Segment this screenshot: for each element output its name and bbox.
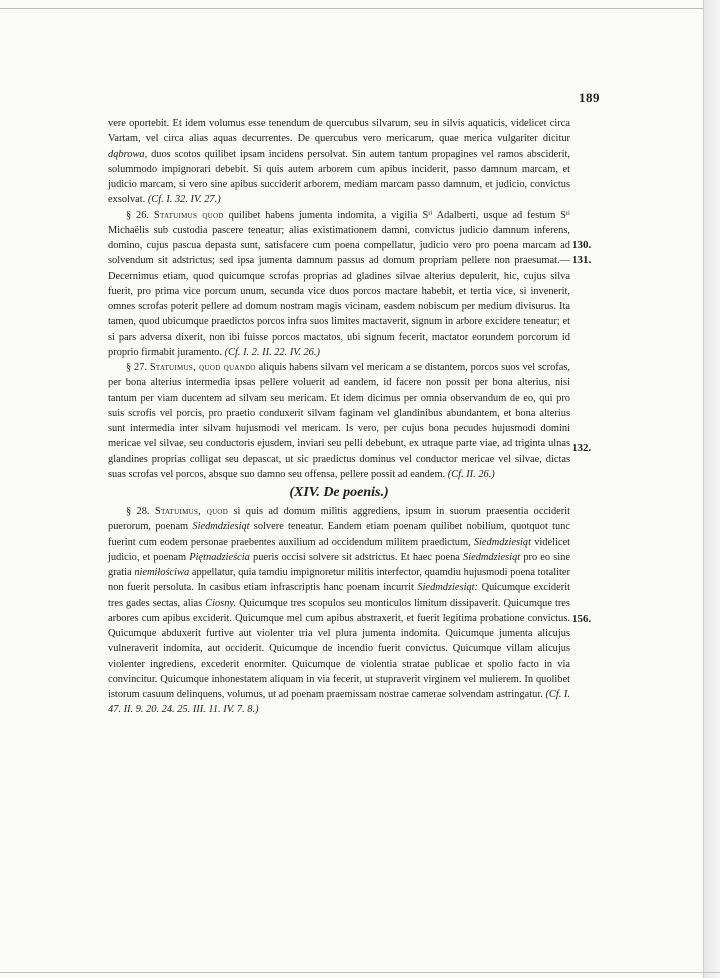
page-body [108, 116, 570, 718]
section-28 [108, 504, 570, 718]
section-26 [108, 208, 570, 361]
vernacular-term: niemiłościwa [134, 567, 190, 578]
page-edge-bottom [0, 972, 720, 973]
vernacular-term: Piętnadzieścia [189, 551, 250, 563]
section-lead: Statuimus, quod quando [149, 362, 256, 373]
paragraph-text: aliquis habens silvam vel mericam a se distantem, porcos suos vel scrofas, per bona alterius intermedia ipsas pellere voluerit ad eandem, id facere non possit per bona alterius, nisi tantum per viam ducentem ad silvam seu mericam. Et idem dicimus per omnia observandum de eo, qui pro suis scrofis vel porcis, pro praetio conduxerit silvam faginam vel glandinibus abundantem, et bona alterius sunt intermedia inter silvam hujusmodi vel mericam. Is vero, per cujus bona pecudes hujusmodi domini mericae vel silvae, seu conductoris ejusdem, inviari seu pelli debebunt, ex utraque parte viae, ad triginta ulnas glandines proprias colligat seu depascat, ut sic praedictus dominus vel conductor mericae vel silvae, dictas suas scrofas vel porcos, absque suo damno seu offensa, pellere possit ad eandem. [108, 362, 570, 480]
margin-note: 131. [572, 254, 592, 266]
chapter-heading: (XIV. De poenis.) [289, 485, 389, 500]
vernacular-term: Siedmdziesiąt [473, 536, 531, 548]
section-number: § 26. [126, 209, 150, 221]
paragraph-text: duos scotos quilibet ipsam incidens persolvat. Sin autem tantum propagines vel ramos absciderit, solummodo impignorari debebit. Si quis autem arborem cum apibus inciderit, passo damnum marcam, et judicio marcam, si vero sine apibus succiderit arborem, mediam marcam passo damnum, et judicio, convictus exsolvat. [108, 148, 570, 206]
paragraph-text: pueris occisi solvere sit adstrictus. Et haec poena [253, 551, 460, 563]
cross-reference: (Cf. I. 32. IV. 27.) [147, 194, 221, 206]
paragraph-text: Quicumque exciderit tres gades sectas, alias [108, 582, 570, 609]
paragraph-text: videlicet judicio, et poenam [108, 536, 570, 563]
cross-reference: (Cf. I. 47. II. 9. 20. 24. 25. III. 11. IV. 7. 8.) [108, 689, 570, 716]
paragraph-continuation [108, 116, 570, 208]
page-edge-top [0, 8, 720, 9]
vernacular-term: Siedmdziesiąt [192, 521, 250, 533]
vernacular-term: Siedmdziesiąt [463, 551, 521, 563]
margin-note: 130. [572, 239, 592, 251]
paragraph-text: vere oportebit. Et idem volumus esse tenendum de quercubus silvarum, seu in silvis aquaticis, videlicet circa Vartam, vel circa alias aquas decurrentes. De quercubus vero mericarum, quae merica vulgariter dicitur [108, 118, 570, 145]
section-number: § 28. [126, 506, 150, 517]
cross-reference: (Cf. I. 2. II. 22. IV. 26.) [224, 346, 320, 358]
section-number: § 27. [126, 362, 147, 373]
paragraph-text: Quicumque tres scopulos seu monticulos limitum dissipaverit. Quicumque tres arbores cum apibus exciderit. Quicumque mel cum apibus abstraxerit, et fuerit legitima probatione convictus. Quicumque abduxerit furtive aut violenter tria vel plura jumenta indomita. Quicumque jumenta alicujus vulneraverit indomita, aut occiderit. Quicumque de incendio fuerit convictus. Quicumque villam alicujus violenter ingrediens, excederit enormiter. Quicumque de violentia stratae publicae et spolio facto in via convincitur. Quicumque inhonestatem aliquam in via fecerit, ut stupraverit virginem vel mulierem. In quolibet istorum casuum delinquens, volumus, ut ad poenam praemissam nostrae camerae solvendam astringatur. [108, 597, 570, 700]
paragraph-text: quilibet habens jumenta indomita, a vigilia Sᵗⁱ Adalberti, usque ad festum Sᵗⁱ Michaëlis sub custodia pascere teneatur; alias existimationem damni, convictus judicio damnum inferens, domino, cujus pascua depasta sunt, satisfacere cum poena compellatur, judicio vero pro poena marcam ad solvendum sit adstrictus; sed ipsa jumenta damnum passus ad domum propriam pellere non praesumat.— Decernimus etiam, quod quicumque scrofas proprias ad gladines silvae alterius depulerit, hic, cujus silva fuerit, pro prima vice porcum unum, secunda vice duos porcos mactare habebit, et tertia vice, si invenerit, omnes scrofas poterit pellere ad domum nostram magis vicinam, easdem nobiscum per medium divisurus. Ita tamen, quod ubicumque praedictos porcos infra suos limites mactaverit, signum in arbore excidere teneatur; et si pars adversa dixerit, non ibi fuisse porcos mactatos, ubi signum fecerit, mactator eorundem porcorum id proprio firmabit juramento. [108, 209, 570, 358]
paragraph-text: appellatur, quia tamdiu impignoretur militis interfector, quamdiu hujusmodi poena totaliter non fuerit persoluta. In casibus etiam infrascriptis hanc poenam incurrit [108, 567, 570, 594]
page-gutter-shadow [704, 0, 720, 978]
section-lead: Statuimus quod [153, 209, 224, 221]
vernacular-term: Siedmdziesiąt: [417, 582, 479, 594]
margin-note: 156. [572, 613, 592, 625]
cross-reference: (Cf. II. 26.) [447, 468, 495, 480]
section-lead: Statuimus, quod [154, 506, 229, 517]
paragraph-text: solvere teneatur. Eandem etiam poenam quilibet nobilium, quotquot tunc fuerint cum eodem personae praebentes auxilium ad occidendum militem praedictum, [108, 521, 570, 548]
margin-note: 132. [572, 442, 592, 454]
vernacular-term: Ciosny. [205, 597, 237, 609]
paragraph-text: pro eo sine gratia [108, 551, 570, 578]
paragraph-text: si quis ad domum militis aggrediens, ipsum in suorum praesentia occiderit puerorum, poenam [108, 506, 570, 533]
vernacular-term: dąbrowa, [108, 148, 148, 160]
section-27 [108, 360, 570, 482]
page-number: 189 [579, 90, 600, 105]
